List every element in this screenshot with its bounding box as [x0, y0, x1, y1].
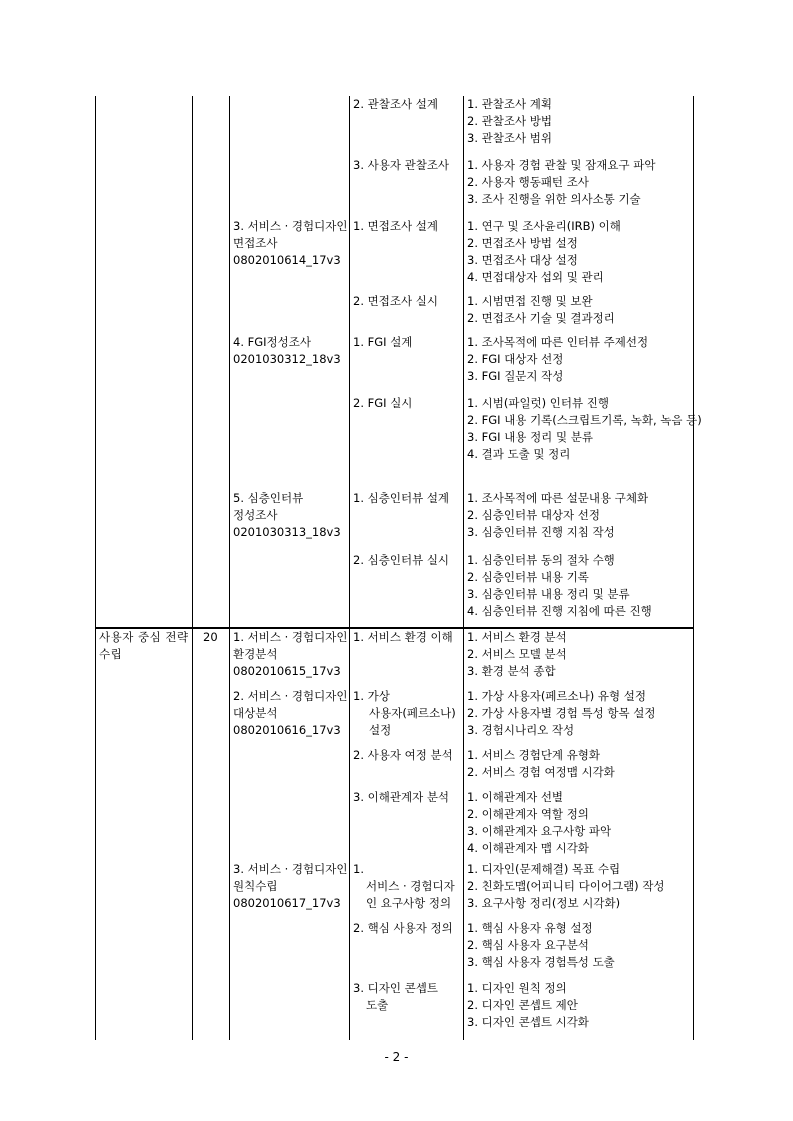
table-divider-3 — [349, 96, 350, 1040]
list-item: 3. 핵심 사용자 경험특성 도출 — [467, 955, 615, 969]
list-item: 2. 이해관계자 역할 정의 — [467, 807, 589, 821]
element-cell — [353, 688, 456, 739]
element-line: 3. 이해관계자 분석 — [353, 790, 450, 804]
unit-subtitle: 면접조사 — [233, 236, 278, 250]
element-cell: 2. 관찰조사 설계 — [353, 97, 438, 111]
criteria-list — [467, 395, 703, 463]
hours-cell: 20 — [203, 630, 218, 644]
list-item: 3. 이해관계자 요구사항 파악 — [467, 824, 612, 838]
table-divider-2 — [229, 96, 230, 1040]
criteria-list — [467, 334, 648, 385]
unit-title: 3. 서비스 · 경험디자인 — [233, 219, 348, 233]
list-item: 1. 디자인(문제해결) 목표 수립 — [467, 862, 621, 876]
list-item: 3. 심층인터뷰 진행 지침 작성 — [467, 525, 615, 539]
list-item: 4. 결과 도출 및 정리 — [467, 447, 571, 461]
list-item: 2. 디자인 콘셉트 제안 — [467, 998, 578, 1012]
criteria-list — [467, 218, 621, 286]
subject-cell: 사용자 중심 전략 수립 — [99, 630, 189, 661]
element-line: 1. — [353, 862, 364, 876]
element-cell — [353, 789, 449, 806]
unit-code: 0802010614_17v3 — [233, 253, 341, 267]
list-item: 2. 서비스 경험 여정맵 시각화 — [467, 765, 615, 779]
criteria-list — [467, 629, 567, 680]
element-cell — [353, 980, 438, 1014]
criteria-list — [467, 157, 655, 208]
element-line: 설정 — [369, 723, 392, 737]
unit-cell — [233, 629, 347, 680]
list-item: 1. 디자인 원칙 정의 — [467, 981, 567, 995]
unit-cell — [233, 334, 341, 368]
element-line: 서비스 · 경험디자 — [366, 879, 455, 893]
unit-code: 0802010617_17v3 — [233, 896, 341, 910]
list-item: 1. 핵심 사용자 유형 설정 — [467, 921, 593, 935]
unit-title: 4. FGI정성조사 — [233, 335, 311, 349]
element-cell: 1. 면접조사 설계 — [353, 219, 438, 233]
list-item: 2. 심층인터뷰 대상자 선정 — [467, 508, 601, 522]
element-cell — [353, 629, 453, 646]
list-item: 1. 조사목적에 따른 설문내용 구체화 — [467, 491, 649, 505]
list-item: 4. 면접대상자 섭외 및 관리 — [467, 270, 604, 284]
element-cell: 1. 심층인터뷰 설계 — [353, 491, 450, 505]
element-cell — [353, 861, 455, 912]
element-line: 2. 핵심 사용자 정의 — [353, 921, 453, 935]
criteria-list — [467, 552, 652, 620]
list-item: 2. 핵심 사용자 요구분석 — [467, 938, 589, 952]
element-cell — [353, 920, 453, 937]
list-item: 1. 이해관계자 선별 — [467, 790, 564, 804]
table-border-right — [693, 96, 694, 1040]
element-line: 1. 서비스 환경 이해 — [353, 630, 453, 644]
unit-code: 0802010616_17v3 — [233, 723, 341, 737]
list-item: 2. 가상 사용자별 경험 특성 항목 설정 — [467, 706, 656, 720]
list-item: 3. 심층인터뷰 내용 정리 및 분류 — [467, 587, 630, 601]
list-item: 2. 사용자 행동패턴 조사 — [467, 175, 589, 189]
unit-subtitle: 환경분석 — [233, 647, 278, 661]
element-cell: 2. 면접조사 실시 — [353, 294, 438, 308]
element-cell — [353, 747, 453, 764]
element-line: 3. 디자인 콘셉트 — [353, 981, 438, 995]
element-line: 1. 가상 — [353, 689, 390, 703]
criteria-list — [467, 789, 611, 857]
list-item: 3. 조사 진행을 위한 의사소통 기술 — [467, 192, 641, 206]
list-item: 2. 면접조사 방법 설정 — [467, 236, 578, 250]
list-item: 3. FGI 내용 정리 및 분류 — [467, 430, 593, 444]
element-line: 도출 — [366, 998, 389, 1012]
list-item: 2. 서비스 모델 분석 — [467, 647, 567, 661]
element-cell: 3. 사용자 관찰조사 — [353, 158, 450, 172]
list-item: 2. 친화도맵(어피니티 다이어그램) 작성 — [467, 879, 665, 893]
element-line: 2. 사용자 여정 분석 — [353, 748, 453, 762]
unit-cell — [233, 688, 347, 739]
criteria-list — [467, 293, 615, 327]
table-border-left — [95, 96, 96, 1040]
unit-code: 0802010615_17v3 — [233, 664, 341, 678]
element-cell: 2. 심층인터뷰 실시 — [353, 553, 450, 567]
list-item: 3. 면접조사 대상 설정 — [467, 253, 578, 267]
unit-subtitle: 정성조사 — [233, 508, 278, 522]
list-item: 2. 심층인터뷰 내용 기록 — [467, 570, 589, 584]
element-line: 인 요구사항 정의 — [366, 896, 452, 910]
unit-cell — [233, 861, 347, 912]
list-item: 4. 심층인터뷰 진행 지침에 따른 진행 — [467, 604, 652, 618]
list-item: 1. 관찰조사 계획 — [467, 97, 552, 111]
unit-code: 0201030313_18v3 — [233, 525, 341, 539]
list-item: 1. 시범면접 진행 및 보완 — [467, 294, 593, 308]
list-item: 1. 서비스 경험단계 유형화 — [467, 748, 601, 762]
unit-subtitle: 원칙수립 — [233, 879, 278, 893]
list-item: 2. FGI 대상자 선정 — [467, 352, 564, 366]
list-item: 1. 조사목적에 따른 인터뷰 주제선정 — [467, 335, 649, 349]
list-item: 4. 이해관계자 맵 시각화 — [467, 841, 589, 855]
list-item: 2. FGI 내용 기록(스크립트기록, 녹화, 녹음 등) — [467, 413, 702, 427]
page-number: - 2 - — [384, 1050, 409, 1064]
unit-title: 1. 서비스 · 경험디자인 — [233, 630, 348, 644]
list-item: 3. 요구사항 정리(정보 시각화) — [467, 896, 621, 910]
table-divider-4 — [463, 96, 464, 1040]
element-cell: 1. FGI 설계 — [353, 335, 413, 349]
unit-cell — [233, 218, 347, 269]
list-item: 3. 관찰조사 범위 — [467, 131, 552, 145]
unit-title: 3. 서비스 · 경험디자인 — [233, 862, 348, 876]
list-item: 1. 시범(파일럿) 인터뷰 진행 — [467, 396, 610, 410]
element-line: 사용자(페르소나) — [369, 706, 456, 720]
criteria-list — [467, 861, 665, 912]
list-item: 3. FGI 질문지 작성 — [467, 369, 564, 383]
element-cell: 2. FGI 실시 — [353, 396, 413, 410]
list-item: 1. 심층인터뷰 동의 절차 수행 — [467, 553, 615, 567]
criteria-list — [467, 688, 655, 739]
criteria-list — [467, 747, 615, 781]
unit-code: 0201030312_18v3 — [233, 352, 341, 366]
list-item: 3. 경험시나리오 작성 — [467, 723, 575, 737]
criteria-list — [467, 96, 552, 147]
list-item: 2. 면접조사 기술 및 결과정리 — [467, 311, 615, 325]
table-divider-1 — [192, 96, 193, 1040]
list-item: 1. 연구 및 조사윤리(IRB) 이해 — [467, 219, 621, 233]
list-item: 3. 환경 분석 종합 — [467, 664, 556, 678]
unit-title: 2. 서비스 · 경험디자인 — [233, 689, 348, 703]
list-item: 1. 서비스 환경 분석 — [467, 630, 567, 644]
list-item: 3. 디자인 콘셉트 시각화 — [467, 1015, 589, 1029]
unit-cell — [233, 490, 341, 541]
list-item: 1. 사용자 경험 관찰 및 잠재요구 파악 — [467, 158, 656, 172]
unit-title: 5. 심층인터뷰 — [233, 491, 304, 505]
list-item: 1. 가상 사용자(페르소나) 유형 설정 — [467, 689, 646, 703]
unit-subtitle: 대상분석 — [233, 706, 278, 720]
criteria-list — [467, 920, 615, 971]
list-item: 2. 관찰조사 방법 — [467, 114, 552, 128]
criteria-list — [467, 980, 589, 1031]
criteria-list — [467, 490, 648, 541]
